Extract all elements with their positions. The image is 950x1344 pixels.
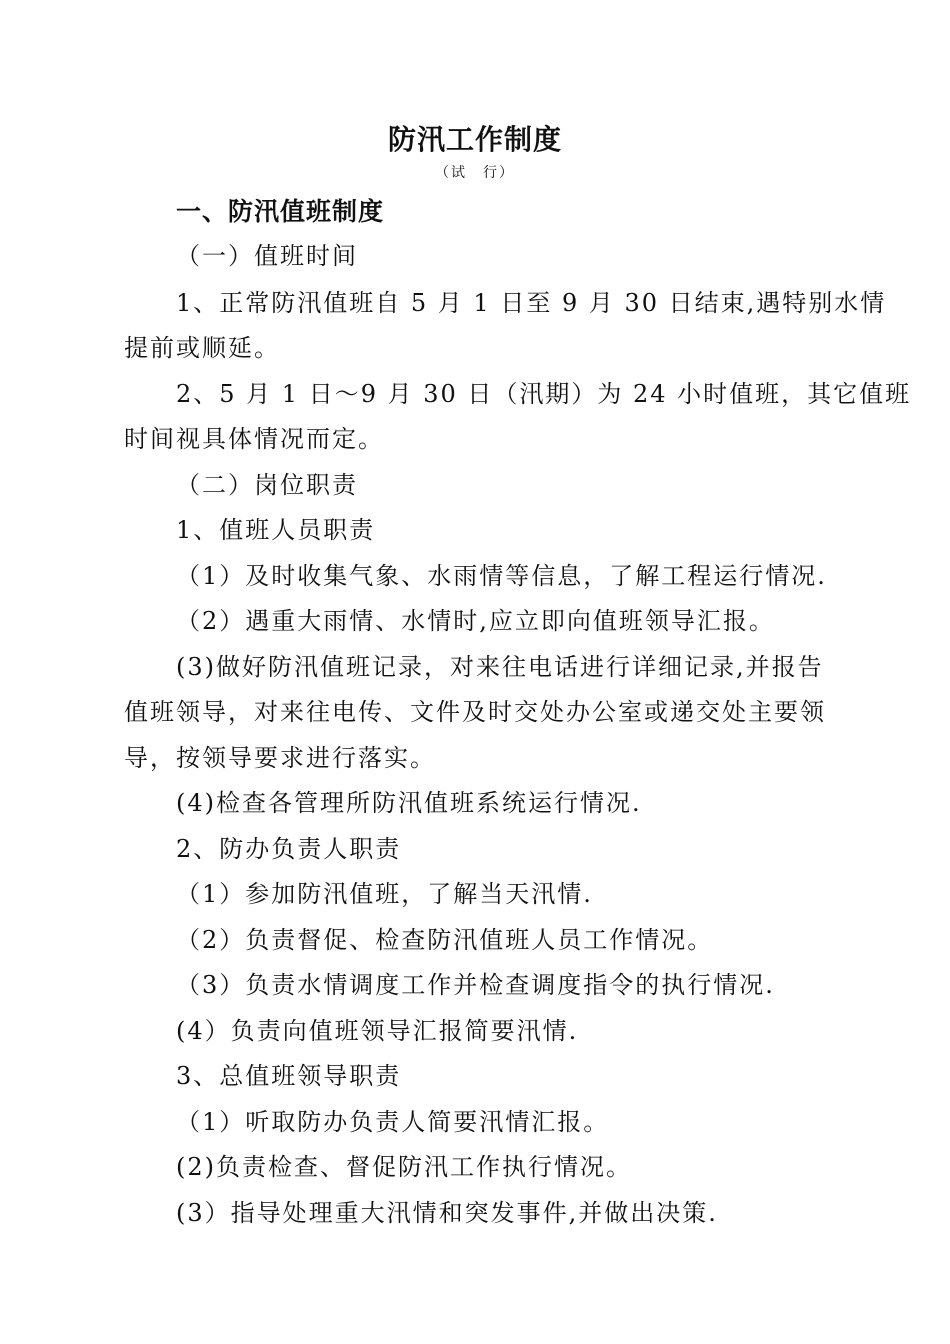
paragraph-line: 时间视具体情况而定。 [124, 425, 384, 453]
duty-item: (4）负责向值班领导汇报简要汛情. [176, 1017, 579, 1045]
duty-item: (2)负责检查、督促防汛工作执行情况。 [176, 1153, 632, 1181]
duty-item: 导，按领导要求进行落实。 [124, 744, 436, 772]
duty-heading: 1、值班人员职责 [176, 516, 376, 544]
subsection-heading: （一）值班时间 [176, 242, 358, 270]
paragraph-line: 2、5 月 1 日～9 月 30 日（汛期）为 24 小时值班，其它值班 [176, 380, 912, 408]
duty-item: （2）负责督促、检查防汛值班人员工作情况。 [176, 926, 714, 954]
subsection-heading: （二）岗位职责 [176, 471, 358, 499]
duty-item: （1）及时收集气象、水雨情等信息，了解工程运行情况. [176, 562, 827, 590]
document-subtitle: （试 行） [435, 165, 515, 181]
duty-item: (4)检查各管理所防汛值班系统运行情况. [176, 789, 642, 817]
document-title: 防汛工作制度 [387, 123, 562, 156]
paragraph-line: 提前或顺延。 [124, 334, 280, 362]
duty-item: (3）指导处理重大汛情和突发事件,并做出决策. [176, 1199, 718, 1227]
section-heading: 一、防汛值班制度 [176, 197, 385, 226]
duty-item: 值班领导，对来往电传、文件及时交处办公室或递交处主要领 [124, 698, 826, 726]
duty-item: (3)做好防汛值班记录，对来往电话进行详细记录,并报告 [176, 653, 824, 681]
duty-heading: 2、防办负责人职责 [176, 835, 402, 863]
duty-item: （3）负责水情调度工作并检查调度指令的执行情况. [176, 971, 775, 999]
paragraph-line: 1、正常防汛值班自 5 月 1 日至 9 月 30 日结束,遇特别水情 [176, 289, 887, 317]
duty-item: （2）遇重大雨情、水情时,应立即向值班领导汇报。 [176, 607, 775, 635]
duty-item: （1）参加防汛值班，了解当天汛情. [176, 880, 593, 908]
duty-heading: 3、总值班领导职责 [176, 1062, 402, 1090]
duty-item: （1）听取防办负责人简要汛情汇报。 [176, 1108, 610, 1136]
